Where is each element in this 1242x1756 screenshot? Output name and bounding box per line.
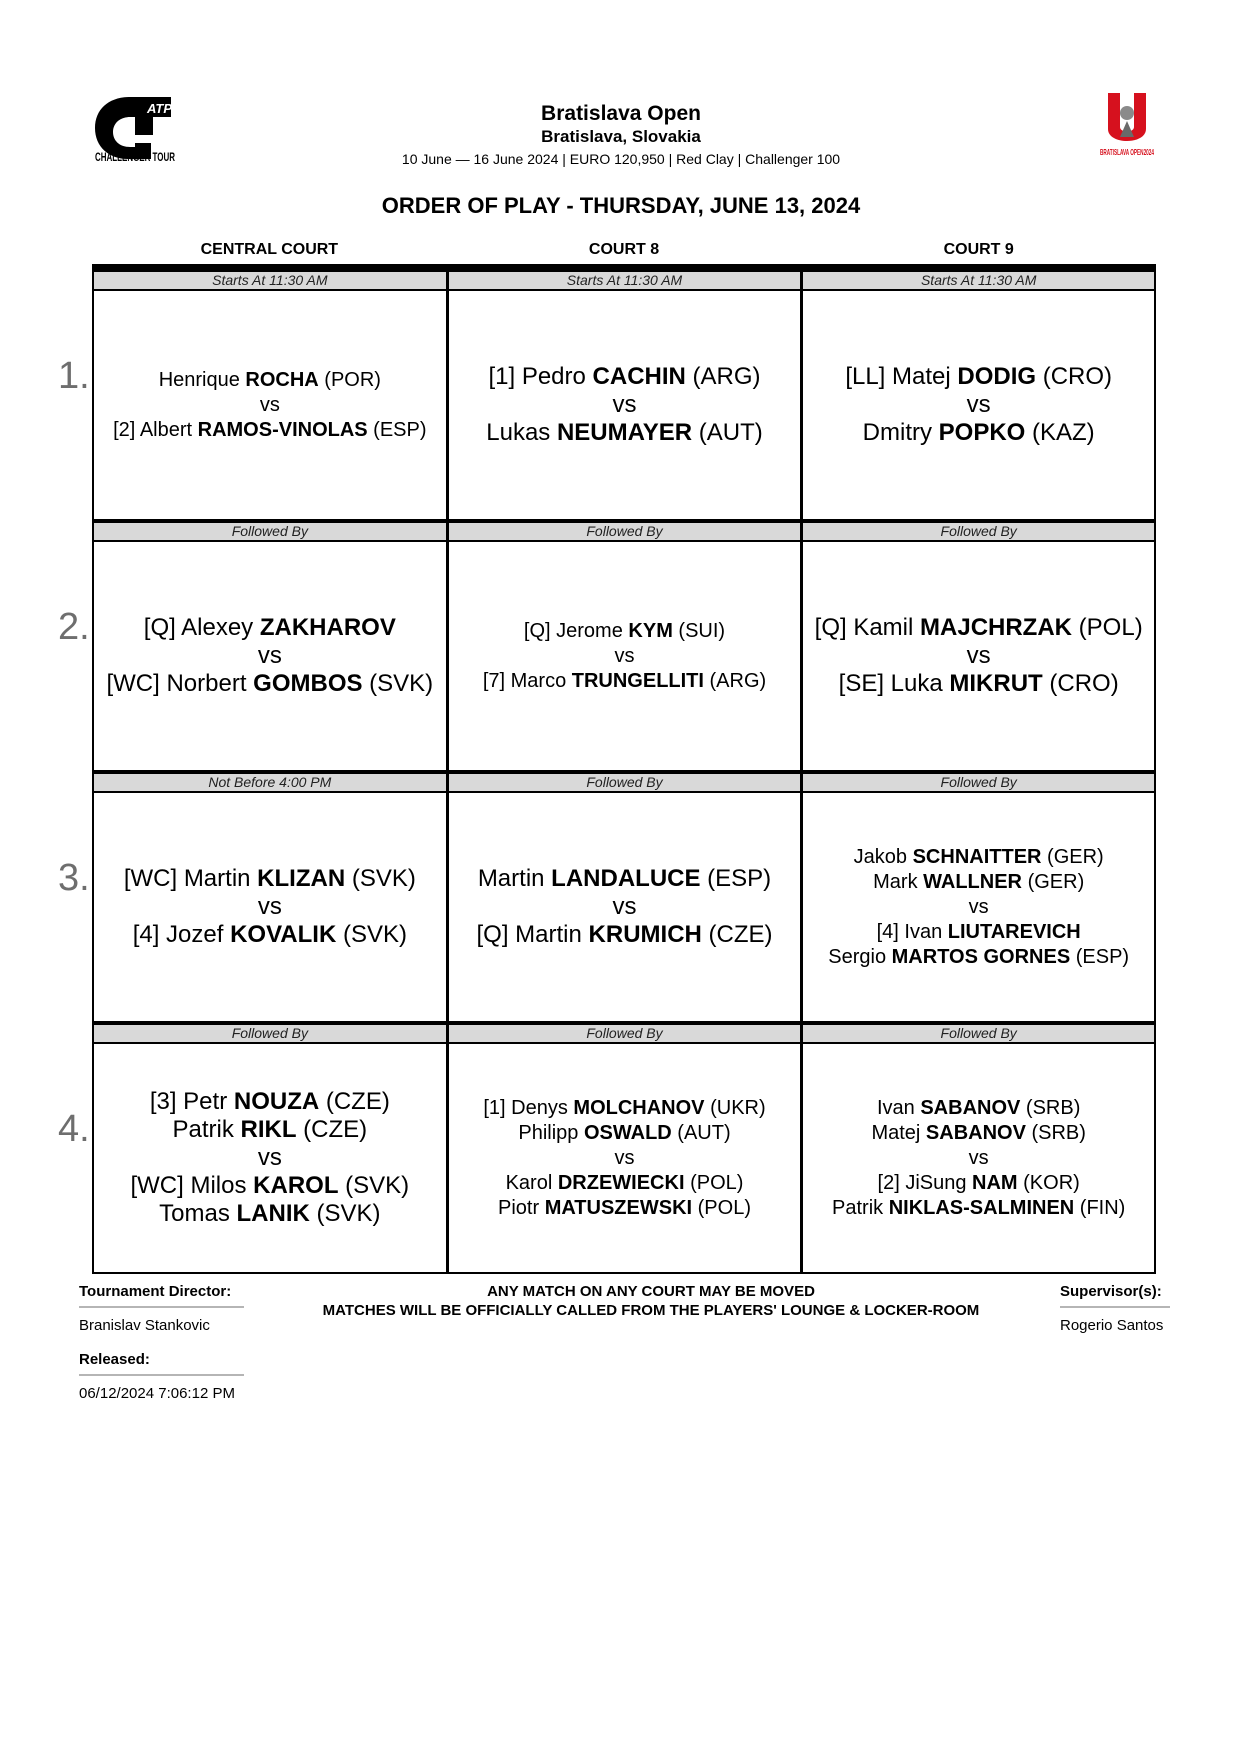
player-first-name: [7] Marco <box>482 669 572 692</box>
player-line <box>483 669 766 694</box>
versus-label: vs <box>612 391 637 418</box>
player-last-name: WALLNER <box>923 870 1023 893</box>
start-time-tag: Followed By <box>92 521 447 542</box>
player-line <box>483 1096 765 1121</box>
player-first-name: [2] Albert <box>113 418 198 441</box>
player-first-name: Philipp <box>518 1121 584 1144</box>
start-time-tag: Followed By <box>801 521 1156 542</box>
header <box>0 0 1242 218</box>
player-line <box>506 1171 744 1196</box>
player-line <box>518 1121 730 1146</box>
player-country: (GER) <box>1041 845 1104 868</box>
player-country: (SVK) <box>336 921 407 948</box>
tournament-info: 10 June — 16 June 2024 | EURO 120,950 | Red Clay | Challenger 100 <box>401 151 841 167</box>
player-last-name: KLIZAN <box>257 865 346 892</box>
player-last-name: NIKLAS-SALMINEN <box>888 1196 1075 1219</box>
player-country: (KOR) <box>1017 1171 1080 1194</box>
player-first-name: Jakob <box>853 845 913 868</box>
player-country: (POL) <box>692 1196 751 1219</box>
start-time-tag: Starts At 11:30 AM <box>447 270 802 291</box>
player-last-name: LANIK <box>236 1200 310 1227</box>
player-last-name: SABANOV <box>920 1096 1021 1119</box>
divider <box>1060 1306 1170 1308</box>
footer-notice <box>301 1282 1001 1320</box>
player-country: (POL) <box>684 1171 744 1194</box>
match-cell <box>92 793 447 1023</box>
versus-label: vs <box>259 393 280 416</box>
bratislava-open-logo <box>1098 93 1156 165</box>
player-country: (ESP) <box>367 418 427 441</box>
player-line <box>150 1088 390 1116</box>
player-country: (ESP) <box>1070 945 1130 968</box>
start-time-bar <box>92 270 1156 291</box>
start-time-bar <box>92 521 1156 542</box>
player-last-name: SCHNAITTER <box>912 845 1042 868</box>
player-first-name: [WC] Martin <box>123 865 258 892</box>
footer <box>0 1282 1242 1442</box>
versus-label: vs <box>966 391 991 418</box>
player-first-name: Tomas <box>159 1200 237 1227</box>
player-country: (SRB) <box>1020 1096 1081 1119</box>
supervisor-label: Supervisor(s): <box>1060 1283 1162 1300</box>
director-name: Branislav Stankovic <box>79 1317 210 1334</box>
player-country: (SVK) <box>338 1172 410 1199</box>
match-cell <box>447 291 802 521</box>
player-line <box>173 1116 368 1144</box>
player-country: (GER) <box>1022 870 1085 893</box>
player-last-name: KYM <box>628 619 673 642</box>
player-line <box>113 418 426 443</box>
player-line <box>877 1096 1080 1121</box>
player-line <box>828 945 1129 970</box>
player-last-name: OSWALD <box>583 1121 672 1144</box>
row-number: 4. <box>58 1108 90 1150</box>
player-last-name: KOVALIK <box>230 921 337 948</box>
player-first-name: Matej <box>871 1121 926 1144</box>
start-time-tag: Followed By <box>801 1023 1156 1044</box>
player-last-name: MAJCHRZAK <box>920 614 1073 641</box>
start-time-tag: Not Before 4:00 PM <box>92 772 447 793</box>
player-last-name: NOUZA <box>233 1088 320 1115</box>
player-country: (AUT) <box>671 1121 731 1144</box>
player-line <box>832 1196 1125 1221</box>
player-line <box>845 363 1112 391</box>
player-first-name: Karol <box>505 1171 558 1194</box>
order-of-play-title: ORDER OF PLAY - THURSDAY, JUNE 13, 2024 <box>381 193 861 218</box>
player-last-name: DODIG <box>957 363 1037 390</box>
match-cell <box>92 542 447 772</box>
player-last-name: CACHIN <box>592 363 686 390</box>
order-of-play-grid <box>58 236 1156 1274</box>
row-number: 1. <box>58 355 90 397</box>
versus-label: vs <box>257 893 282 920</box>
player-country: (POR) <box>318 368 381 391</box>
player-first-name: [Q] Martin <box>476 921 589 948</box>
player-first-name: Sergio <box>828 945 892 968</box>
player-country: (SVK) <box>309 1200 381 1227</box>
player-first-name: Lukas <box>486 419 557 446</box>
player-line <box>106 670 433 698</box>
player-last-name: MATUSZEWSKI <box>544 1196 693 1219</box>
svg-text:CHALLENGER TOUR: CHALLENGER TOUR <box>95 152 176 164</box>
player-last-name: ZAKHAROV <box>259 614 396 641</box>
player-line <box>839 670 1119 698</box>
row-number: 3. <box>58 857 90 899</box>
player-first-name: [1] Denys <box>483 1096 574 1119</box>
start-time-tag: Starts At 11:30 AM <box>801 270 1156 291</box>
match-cell <box>801 542 1156 772</box>
player-line <box>159 368 381 393</box>
player-country: (POL) <box>1072 614 1143 641</box>
player-first-name: Martin <box>477 865 552 892</box>
player-first-name: [1] Pedro <box>488 363 593 390</box>
player-country: (SVK) <box>345 865 416 892</box>
player-line <box>873 870 1084 895</box>
player-line <box>144 614 396 642</box>
match-cells <box>92 1044 1156 1274</box>
player-country: (ARG) <box>703 669 767 692</box>
versus-label: vs <box>968 1146 989 1169</box>
versus-label: vs <box>968 895 989 918</box>
player-line <box>524 619 725 644</box>
player-last-name: LIUTAREVICH <box>947 920 1081 943</box>
notice-line-2: MATCHES WILL BE OFFICIALLY CALLED FROM THE PLAYERS' LOUNGE & LOCKER-ROOM <box>322 1302 980 1319</box>
player-first-name: [WC] Milos <box>130 1172 254 1199</box>
court-header-court-9: COURT 9 <box>943 241 1014 258</box>
player-country: (CZE) <box>296 1116 368 1143</box>
player-country: (SUI) <box>672 619 726 642</box>
player-line <box>159 1200 380 1228</box>
player-first-name: Patrik <box>832 1196 889 1219</box>
tournament-city: Bratislava, Slovakia <box>541 127 701 146</box>
match-cell <box>801 291 1156 521</box>
versus-label: vs <box>612 893 637 920</box>
player-last-name: SABANOV <box>925 1121 1026 1144</box>
player-last-name: ROCHA <box>245 368 319 391</box>
player-last-name: KAROL <box>253 1172 339 1199</box>
court-header-central: CENTRAL COURT <box>200 241 339 258</box>
match-cell <box>447 1044 802 1274</box>
player-country: (ARG) <box>685 363 761 390</box>
player-country: (AUT) <box>692 419 763 446</box>
player-first-name: [2] JiSung <box>877 1171 973 1194</box>
player-last-name: MIKRUT <box>949 670 1043 697</box>
player-country: (FIN) <box>1074 1196 1126 1219</box>
versus-label: vs <box>257 642 282 669</box>
start-time-tag: Followed By <box>447 521 802 542</box>
player-line <box>477 921 773 949</box>
versus-label: vs <box>614 1146 635 1169</box>
match-row <box>58 772 1156 1023</box>
start-time-tag: Followed By <box>447 1023 802 1044</box>
start-time-tag: Followed By <box>92 1023 447 1044</box>
player-line <box>486 419 763 447</box>
player-first-name: [4] Ivan <box>876 920 948 943</box>
match-cell <box>801 793 1156 1023</box>
player-last-name: MOLCHANOV <box>573 1096 705 1119</box>
court-headers <box>92 236 1156 264</box>
player-country: (CRO) <box>1042 670 1119 697</box>
player-country: (UKR) <box>704 1096 766 1119</box>
match-cell <box>801 1044 1156 1274</box>
player-line <box>488 363 760 391</box>
player-line <box>498 1196 751 1221</box>
match-row <box>58 270 1156 521</box>
player-line <box>124 865 416 893</box>
released-label: Released: <box>79 1351 150 1368</box>
versus-label: vs <box>966 642 991 669</box>
match-row <box>58 521 1156 772</box>
player-country: (KAZ) <box>1025 419 1095 446</box>
match-row <box>58 1023 1156 1274</box>
player-last-name: RAMOS-VINOLAS <box>197 418 368 441</box>
player-first-name: [Q] Jerome <box>523 619 629 642</box>
start-time-bar <box>92 1023 1156 1044</box>
player-first-name: Ivan <box>876 1096 921 1119</box>
player-country: (SVK) <box>362 670 434 697</box>
released-value: 06/12/2024 7:06:12 PM <box>79 1385 235 1402</box>
row-number: 2. <box>58 606 90 648</box>
match-cells <box>92 793 1156 1023</box>
player-first-name: [Q] Alexey <box>143 614 260 641</box>
player-last-name: NAM <box>972 1171 1018 1194</box>
start-time-tag: Followed By <box>447 772 802 793</box>
divider <box>79 1374 244 1376</box>
tournament-title-block <box>321 102 921 169</box>
match-cell <box>92 291 447 521</box>
start-time-tag: Followed By <box>801 772 1156 793</box>
player-line <box>878 1171 1080 1196</box>
tournament-name: Bratislava Open <box>541 102 701 125</box>
svg-text:BRATISLAVA OPEN2024: BRATISLAVA OPEN2024 <box>1100 147 1155 157</box>
svg-text:ATP: ATP <box>147 101 173 116</box>
player-first-name: Dmitry <box>862 419 939 446</box>
player-first-name: [LL] Matej <box>845 363 958 390</box>
player-line <box>130 1172 409 1200</box>
player-last-name: LANDALUCE <box>551 865 701 892</box>
player-first-name: [4] Jozef <box>132 921 231 948</box>
player-country: (SRB) <box>1025 1121 1086 1144</box>
start-time-bar <box>92 772 1156 793</box>
footer-right <box>1060 1282 1170 1336</box>
player-first-name: Piotr <box>498 1196 545 1219</box>
versus-label: vs <box>257 1144 282 1171</box>
court-header-court-8: COURT 8 <box>588 241 660 258</box>
notice-line-1: ANY MATCH ON ANY COURT MAY BE MOVED <box>487 1283 815 1300</box>
player-last-name: DRZEWIECKI <box>557 1171 685 1194</box>
divider <box>79 1306 244 1308</box>
atp-challenger-tour-logo <box>95 95 175 175</box>
player-first-name: Patrik <box>172 1116 241 1143</box>
player-line <box>863 419 1095 447</box>
match-rows <box>58 270 1156 1274</box>
player-last-name: GOMBOS <box>253 670 363 697</box>
player-country: (CZE) <box>319 1088 390 1115</box>
player-last-name: KRUMICH <box>588 921 702 948</box>
player-last-name: NEUMAYER <box>556 419 693 446</box>
player-last-name: RIKL <box>240 1116 297 1143</box>
director-label: Tournament Director: <box>79 1283 232 1300</box>
player-line <box>815 614 1143 642</box>
player-line <box>478 865 771 893</box>
match-cells <box>92 291 1156 521</box>
player-country: (CZE) <box>701 921 773 948</box>
versus-label: vs <box>614 644 635 667</box>
match-cells <box>92 542 1156 772</box>
player-first-name: [Q] Kamil <box>814 614 921 641</box>
player-country: (CRO) <box>1036 363 1113 390</box>
player-country: (ESP) <box>700 865 772 892</box>
player-first-name: [SE] Luka <box>838 670 950 697</box>
player-line <box>854 845 1104 870</box>
player-first-name: Mark <box>873 870 924 893</box>
player-line <box>133 921 407 949</box>
player-first-name: Henrique <box>158 368 246 391</box>
player-line <box>877 920 1081 945</box>
supervisor-name: Rogerio Santos <box>1060 1317 1164 1334</box>
player-last-name: TRUNGELLITI <box>571 669 704 692</box>
player-first-name: [3] Petr <box>149 1088 234 1115</box>
match-cell <box>447 793 802 1023</box>
player-last-name: MARTOS GORNES <box>891 945 1071 968</box>
match-cell <box>92 1044 447 1274</box>
player-line <box>871 1121 1085 1146</box>
start-time-tag: Starts At 11:30 AM <box>92 270 447 291</box>
player-last-name: POPKO <box>938 419 1026 446</box>
match-cell <box>447 542 802 772</box>
footer-left <box>79 1282 244 1404</box>
player-first-name: [WC] Norbert <box>106 670 254 697</box>
